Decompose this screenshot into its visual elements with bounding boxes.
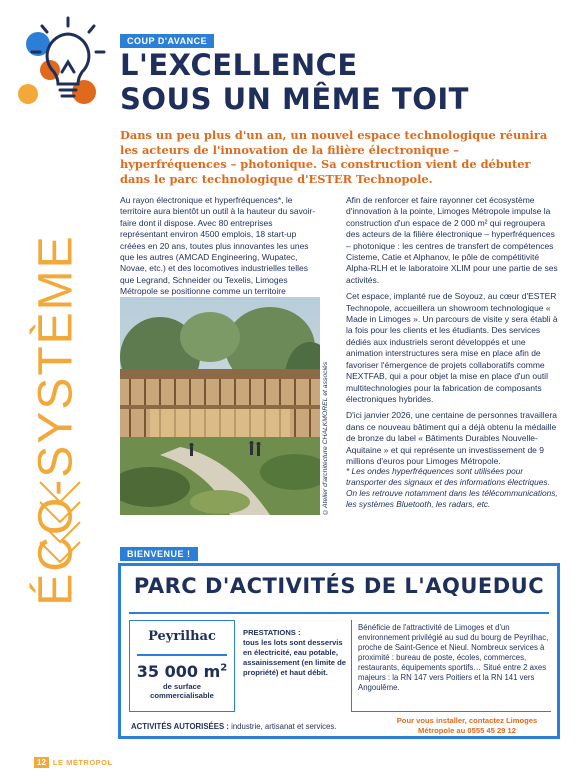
box-title: PARC D'ACTIVITÉS DE L'AQUEDUC <box>133 574 545 598</box>
article-paragraph: D'ici janvier 2026, une centaine de personnes travaillera dans ce nouveau bâtiment qui a déjà obtenu la médaille de bronze du label « Bâtiments Durables Nouvelle-Aquitaine » et qui représente un investissement de 9 millions d'euros pour Limoges Métropole. <box>346 410 557 466</box>
activity-park-box <box>118 563 560 739</box>
footnote: * Les ondes hyperfréquences sont utilisées pour transporter des signaux et des informations électriques. On les retrouve notamment dans les télécommunications, les systèmes Bluetooth, les radars, etc. <box>346 466 558 509</box>
page-footer <box>34 757 113 768</box>
page-number: 12 <box>34 757 49 768</box>
page-title <box>120 48 560 116</box>
divider <box>137 654 227 656</box>
photo-credit: ©Atelier d'architecture CHALKMOREL et associés <box>322 361 329 515</box>
area-label: de surface commercialisable <box>150 681 214 700</box>
area-value: 35 000 $m^2$ <box>136 661 228 681</box>
article-paragraph: Au rayon électronique et hyperfréquences*, le territoire aura bientôt un outil à la hauteur du savoir-faire dont il dispose. Avec 80 entreprises représentant environ 4500 emplois, 18 start-up créées en 20 ans, toutes plus innovantes les unes que les autres (AMCAD Engineering, Wupatec, Novae, etc.) et des locomotives industrielles telles que Legrand, Schneider ou Texelis, Limoges Métropole se positionne comme un territoire <box>120 195 316 297</box>
lede: Dans un peu plus d'un an, un nouvel espace technologique réunira les acteurs de l'innovation de la filière électronique – hyperfréquences – photonique. Sa construction vient de débuter dans le parc technologique d'ESTER Technopole. <box>120 128 548 186</box>
section-tag: COUP D'AVANCE <box>120 34 214 48</box>
prestations-text: tous les lots sont desservis en électricité, eau potable, assainissement (en limite de propriété) et haut débit. <box>243 638 346 677</box>
lightbulb-icon <box>8 14 112 110</box>
contact-info: Pour vous installer, contactez Limoges Métropole au 0555 45 29 12 <box>396 716 538 735</box>
prestations <box>243 628 349 678</box>
title-line-2: SOUS UN MÊME TOIT <box>120 82 469 116</box>
park-description: Bénéficie de l'attractivité de Limoges et d'un environnement privilégié au sud du bourg de Peyrilhac, proche de Saint-Gence et Nieul. Nombreux services à proximité : bureau de poste, écoles, commerces, restaurants, équipements sportifs… Situé entre 2 axes majeurs : la RN 147 vers Poitiers et la RN 141 vers Angoulême. <box>351 620 551 712</box>
title-line-1: L'EXCELLENCE <box>120 48 358 82</box>
left-rail <box>0 0 108 784</box>
chevron-decoration-icon <box>30 472 90 572</box>
city-cell <box>129 620 235 712</box>
city-name: Peyrilhac <box>148 629 216 644</box>
activities-heading: ACTIVITÉS AUTORISÉES : <box>131 722 229 731</box>
section-vertical-title: ÉCO-SYSTÈME <box>29 234 83 606</box>
authorized-activities <box>131 722 336 731</box>
activities-text: industrie, artisanat et services. <box>228 722 337 731</box>
article-column-right <box>346 195 560 472</box>
divider <box>129 612 549 614</box>
article-paragraph: Cet espace, implanté rue de Soyouz, au cœur d'ESTER Technopole, accueillera un showroom technologique « Made in Limoges ». Un parcours de visite y sera établi à la fois pour les clients et les étudiants. Des services dédiés aux industriels seront développés et une animation interstructures sera mise en place afin de favoriser l'émergence de projets collaboratifs comme NEXTFAB, qui a pour objet la mise en place d'un outil multitechnologies pour la fabrication de composants électroniques hybrides. <box>346 291 558 404</box>
box-tag: BIENVENUE ! <box>120 547 198 561</box>
magazine-name: LE MÉTROPOL <box>52 758 113 767</box>
article-paragraph: Afin de renforcer et faire rayonner cet écosystème d'innovation à la pointe, Limoges Métropole impulse la construction d'un espace de 2 000 m² qui regroupera des acteurs de la filière électronique – hyperfréquences – photonique : les centres de transfert de compétences Cisteme, Catie et Alphanov, le pôle de compétitivité Alpha-RLH et le laboratoire XLIM pour une partie de ses activités. <box>346 195 558 285</box>
building-rendering-image <box>120 297 320 515</box>
prestations-heading: PRESTATIONS : <box>243 628 301 637</box>
